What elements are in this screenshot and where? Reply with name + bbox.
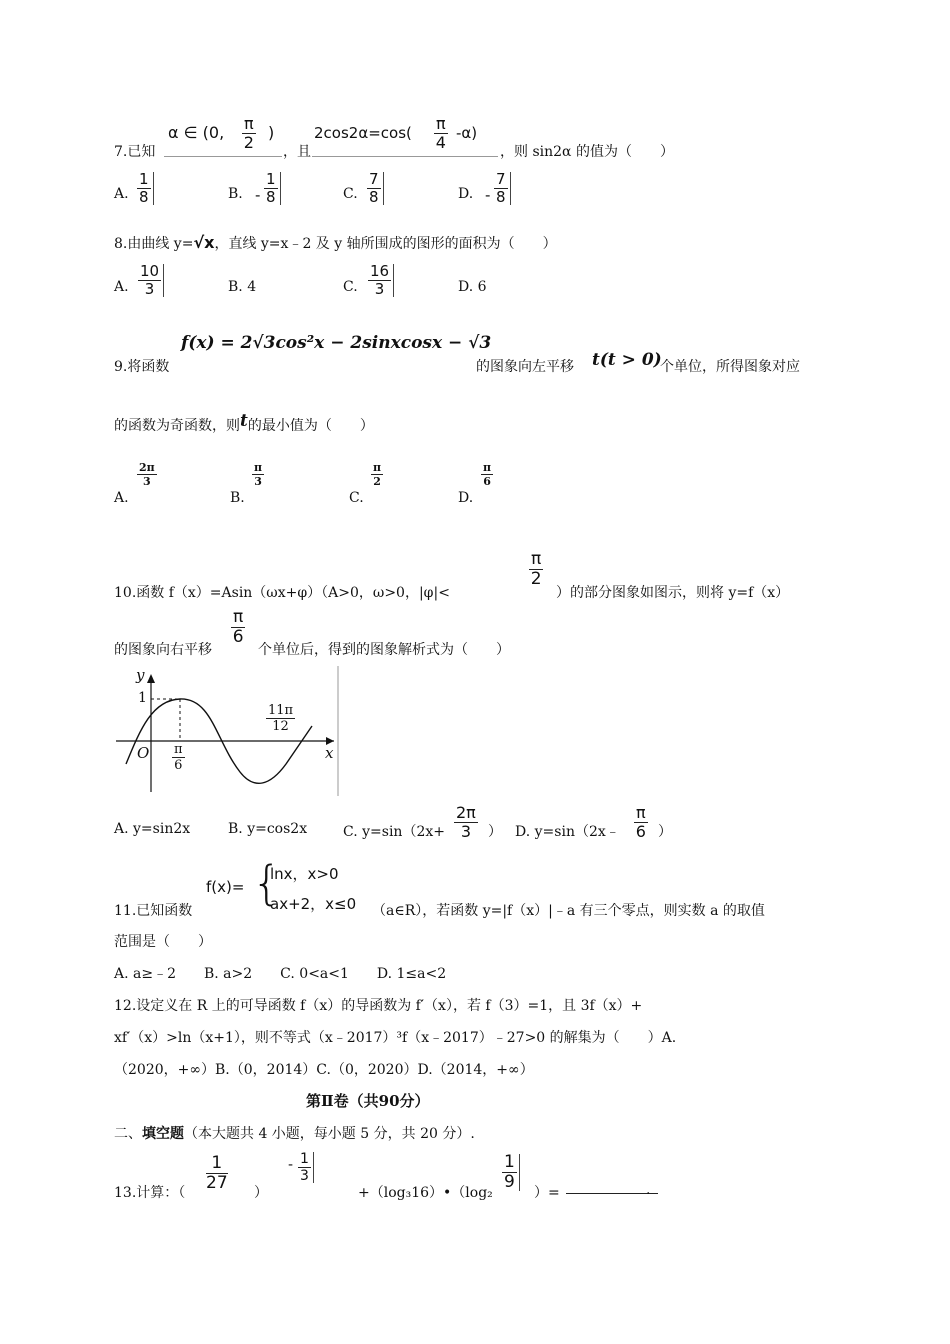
q9-option-c-num: π <box>373 461 382 474</box>
q8-option-c-num: 16 <box>370 262 390 280</box>
q7-option-c-den: 8 <box>369 188 379 206</box>
q13-base-den: 27 <box>206 1173 228 1193</box>
q13-log-num: 1 <box>504 1152 515 1172</box>
q9-option-b-den: 3 <box>254 475 262 488</box>
q10-option-c-text: y=sin（2x+ <box>362 824 445 840</box>
q10-line2 <box>114 639 212 659</box>
q10-line2-end <box>258 639 510 659</box>
q13-base-num: 1 <box>211 1153 223 1173</box>
q7-suffix <box>500 141 674 161</box>
q8-sqrt: √x <box>193 233 215 252</box>
q10-option-b-letter: B. <box>228 821 243 837</box>
q8-option-a-den: 3 <box>144 280 155 298</box>
q10-shift-den: 6 <box>232 627 244 647</box>
q8-prefix: 8.由曲线 y= <box>114 236 194 252</box>
q10-graph <box>112 664 344 798</box>
q7-option-b-den: 8 <box>266 188 276 206</box>
q7-cond1-den: 2 <box>243 133 254 152</box>
q7-mid <box>283 141 311 161</box>
q10-option-d-letter: D. <box>515 824 531 840</box>
part2-title-text: 第Ⅱ卷（共90分） <box>306 1092 430 1110</box>
q12-line1 <box>114 995 642 1015</box>
q9-option-b-num: π <box>254 461 263 474</box>
q7-prefix: 7.已知 <box>114 144 156 160</box>
q10-phi-num: π <box>531 549 542 569</box>
q7-option-d-den: 8 <box>496 188 506 206</box>
q8-option-b <box>228 279 256 295</box>
q10-option-a-text: y=sin2x <box>133 821 191 837</box>
q10-pi6-label <box>172 743 185 772</box>
q13-period: . <box>646 1182 651 1198</box>
q13-close: ） <box>254 1185 268 1201</box>
q10-11pi12-num: 11π <box>268 703 294 718</box>
q10-option-c <box>343 821 445 841</box>
q8-option-d <box>458 279 487 295</box>
q10-phi-den: 2 <box>530 569 542 589</box>
q10-11pi12-label <box>266 704 295 733</box>
q7-cond1-fraction <box>242 116 256 151</box>
q8-option-d-letter: D. <box>458 279 474 295</box>
q9-formula <box>181 333 491 353</box>
q8-stem <box>114 233 557 253</box>
q12-line1-text: 12.设定义在 R 上的可导函数 f（x）的导函数为 f′（x），若 f（3）=1，且 3f（x）+ <box>114 998 643 1014</box>
q8-option-d-text: 6 <box>477 279 487 295</box>
q10-option-d-close: ） <box>658 824 672 840</box>
q9-suffix-text: 个单位，所得图象对应 <box>660 359 800 375</box>
q10-line1-text: 10.函数 f（x）=Asin（ωx+φ）（A>0，ω>0，|φ|< <box>114 585 450 601</box>
q12-line2 <box>114 1027 676 1047</box>
q9-suffix <box>660 356 800 376</box>
q9-option-d-den: 6 <box>483 475 491 488</box>
q13-answer-blank[interactable] <box>566 1182 658 1198</box>
q7-option-a-fraction <box>137 172 154 205</box>
q10-y-axis-arrow <box>147 674 155 683</box>
q7-cond1-close: ) <box>268 123 275 142</box>
q7-option-b-letter: B. <box>228 186 243 202</box>
q10-one-label: 1 <box>138 690 147 706</box>
q7-option-c-fraction <box>367 172 384 205</box>
q10-option-d-num: π <box>636 803 646 822</box>
q8-option-a-fraction <box>138 264 164 297</box>
q12-line2-text: xf′（x）>ln（x+1），则不等式（x﹣2017）³f（x﹣2017）﹣27>0 的解集为（ ）A. <box>114 1030 677 1046</box>
q10-option-c-letter: C. <box>343 824 358 840</box>
q7-option-a-letter: A. <box>114 186 129 202</box>
q12-line3-text: （2020，+∞）B.（0，2014）C.（0，2020）D.（2014，+∞） <box>114 1062 534 1078</box>
q11-suffix <box>372 900 765 920</box>
q10-option-c-close: ） <box>488 824 502 840</box>
q7-mid-text: ，且 <box>283 144 311 160</box>
q7-option-c-letter: C. <box>343 186 358 202</box>
q7-cond2-right: -α) <box>456 124 478 142</box>
q11-brace: { <box>252 856 282 910</box>
q10-option-c-num: 2π <box>456 803 476 822</box>
q13-log-fraction <box>502 1154 520 1191</box>
q9-option-a-letter: A. <box>114 490 129 506</box>
q8-option-b-text: 4 <box>247 279 257 295</box>
q13-prefix-text: 13.计算：（ <box>114 1185 186 1201</box>
q13-end: ）= <box>534 1185 560 1201</box>
q9-t-expression <box>592 350 662 370</box>
q7-stem <box>114 141 155 161</box>
q13-exp-num: 1 <box>300 1151 309 1167</box>
q7-option-b-num: 1 <box>266 170 276 188</box>
q7-condition-1 <box>164 116 282 157</box>
q9-option-d-num: π <box>483 461 492 474</box>
q9-mid-text: 的图象向左平移 <box>476 359 574 375</box>
q8-option-c-den: 3 <box>374 280 385 298</box>
q10-line2-end-text: 个单位后，得到的图象解析式为（ ） <box>258 642 510 658</box>
q9-option-a-num: 2π <box>139 461 155 474</box>
q7-option-a-num: 1 <box>139 170 149 188</box>
q11-line2 <box>114 931 212 951</box>
q9-line2-end: 的最小值为（ ） <box>247 418 374 434</box>
q7-option-a-den: 8 <box>139 188 149 206</box>
q11-piecewise <box>206 856 372 920</box>
q8-option-a-letter: A. <box>114 279 129 295</box>
q12-line3 <box>114 1059 534 1079</box>
q11-prefix-text: 11.已知函数 <box>114 903 193 919</box>
q7-cond2-den: 4 <box>435 133 446 152</box>
q9-option-d-letter: D. <box>458 490 474 506</box>
q10-option-a <box>114 821 190 837</box>
q10-option-c-fraction <box>454 805 478 840</box>
q10-x-label: x <box>325 744 334 762</box>
q10-line1-end <box>556 582 789 602</box>
section-2-num: 二、 <box>114 1126 142 1142</box>
q7-option-d-num: 7 <box>496 170 506 188</box>
q7-option-c-num: 7 <box>369 170 379 188</box>
q9-formula-text: f(x) = 2√3cos²x − 2sinxcosx − √3 <box>181 333 492 353</box>
q9-prefix <box>114 356 169 376</box>
q7-option-b-fraction <box>264 172 281 205</box>
q8-suffix: ，直线 y=x﹣2 及 y 轴所围成的图形的面积为（ ） <box>214 236 557 252</box>
q7-option-d-letter: D. <box>458 186 474 202</box>
q10-option-d-text: y=sin（2x﹣ <box>534 824 620 840</box>
q10-phi-fraction <box>529 551 543 588</box>
q9-option-b-fraction <box>252 462 264 487</box>
q11-options-text: A. a≥﹣2 B. a>2 C. 0<a<1 D. 1≤a<2 <box>114 966 447 982</box>
q10-option-c-den: 3 <box>460 822 471 841</box>
q9-t: t <box>240 411 248 431</box>
q7-cond1-num: π <box>244 114 254 133</box>
q10-shift-fraction <box>231 609 245 646</box>
q10-11pi12-den: 12 <box>272 719 289 734</box>
q7-cond2-num: π <box>436 114 446 133</box>
q11-fx: f(x)= <box>206 878 245 896</box>
section-2-desc: （本大题共 4 小题，每小题 5 分，共 20 分）. <box>184 1126 475 1142</box>
q11-line2-text: 范围是（ ） <box>114 934 212 950</box>
q9-mid <box>476 356 574 376</box>
q10-y-label: y <box>136 666 145 684</box>
q8-option-c-letter: C. <box>343 279 358 295</box>
q7-condition-2 <box>312 116 498 157</box>
q13-mid: +（log₃16）•（log₂ <box>358 1185 493 1201</box>
q9-option-b-letter: B. <box>230 490 245 506</box>
q13-exp-den: 3 <box>300 1168 309 1184</box>
q10-line1-end-text: ）的部分图象如图示，则将 y=f（x） <box>556 585 790 601</box>
q7-cond2-left: 2cos2α=cos( <box>314 124 412 142</box>
q10-pi6-den: 6 <box>174 758 183 773</box>
q10-option-b-text: y=cos2x <box>247 821 308 837</box>
q10-option-d <box>515 821 620 841</box>
q9-line2 <box>114 411 374 435</box>
q10-option-d-fraction <box>634 805 648 840</box>
q7-option-b-sign: - <box>255 186 261 204</box>
q7-cond2-fraction <box>434 116 448 151</box>
section-2-title: 填空题 <box>142 1126 184 1142</box>
q9-option-d-fraction <box>481 462 493 487</box>
q13-base-fraction <box>206 1155 228 1192</box>
q11-case1: lnx，x>0 <box>270 865 339 883</box>
q10-option-a-letter: A. <box>114 821 129 837</box>
q9-option-c-den: 2 <box>373 475 381 488</box>
q9-line2-text: 的函数为奇函数，则 <box>114 418 240 434</box>
q8-option-c-fraction <box>368 264 394 297</box>
q7-cond1-text: α ∈ (0, <box>168 123 225 142</box>
q9-option-a-fraction <box>137 462 157 487</box>
q7-option-d-fraction <box>494 172 511 205</box>
q11-suffix-text: （a∈R），若函数 y=|f（x）|﹣a 有三个零点，则实数 a 的取值 <box>372 903 765 919</box>
q7-suffix-text: ，则 sin2α 的值为（ ） <box>500 144 674 160</box>
q10-graph-svg <box>112 664 344 798</box>
q9-option-c-letter: C. <box>349 490 364 506</box>
q8-option-a-num: 10 <box>140 262 160 280</box>
q13-prefix <box>114 1182 185 1202</box>
q11-case2: ax+2，x≤0 <box>270 895 357 913</box>
part2-title <box>306 1090 430 1111</box>
q10-line1 <box>114 582 450 602</box>
q7-option-d-sign: - <box>485 186 491 204</box>
q9-prefix-text: 9.将函数 <box>114 359 170 375</box>
q9-t-expr-text: t(t > 0) <box>592 350 662 370</box>
q8-option-b-letter: B. <box>228 279 243 295</box>
q10-option-b <box>228 821 307 837</box>
q13-log-den: 9 <box>504 1172 515 1192</box>
q9-option-a-den: 3 <box>143 475 151 488</box>
q13-exp-sign: - <box>288 1157 294 1173</box>
q10-shift-num: π <box>233 607 244 627</box>
q9-option-c-fraction <box>371 462 383 487</box>
section-2-heading <box>114 1123 475 1143</box>
q11-prefix <box>114 900 192 920</box>
q13-exp-fraction <box>298 1152 314 1183</box>
q10-origin-label: O <box>137 744 150 762</box>
q11-options <box>114 963 446 983</box>
q10-line2-text: 的图象向右平移 <box>114 642 212 658</box>
q10-pi6-num: π <box>174 742 183 757</box>
q10-option-d-den: 6 <box>635 822 646 841</box>
